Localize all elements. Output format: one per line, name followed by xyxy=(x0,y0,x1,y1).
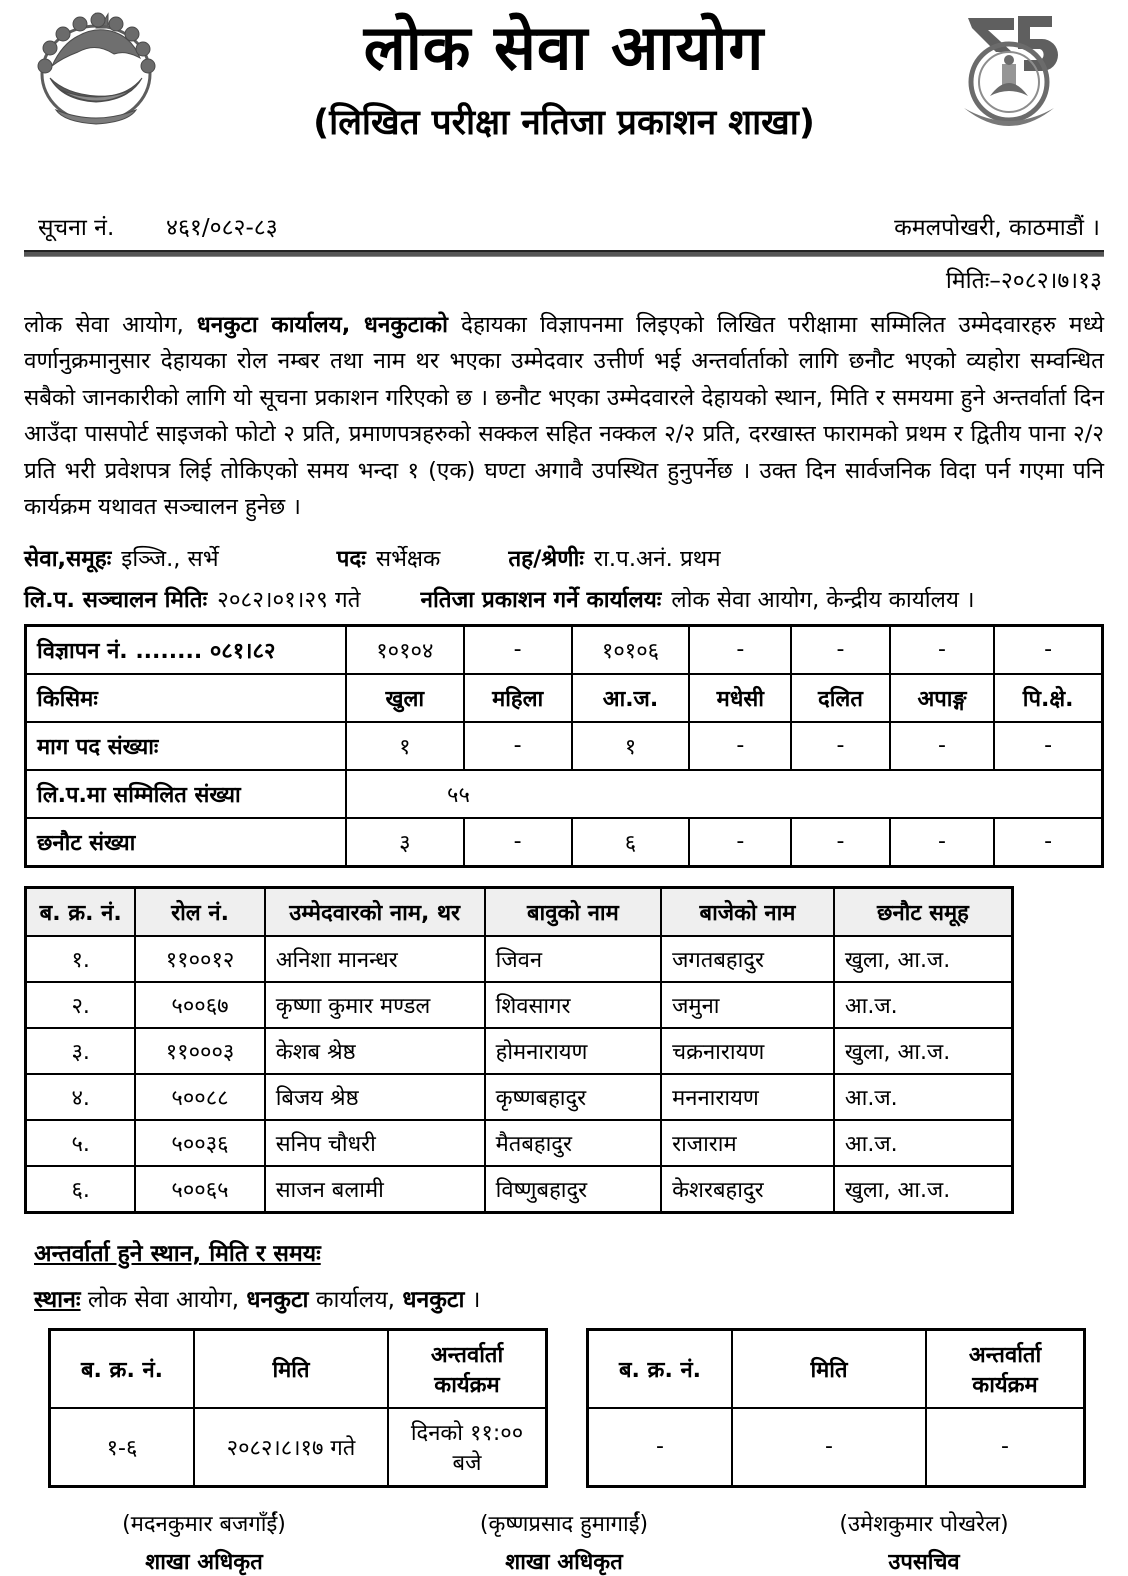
kind-cell: पि.क्षे. xyxy=(994,674,1102,722)
publish-office-label: नतिजा प्रकाशन गर्ने कार्यालयः xyxy=(420,586,662,613)
col-header-grandfather: बाजेको नाम xyxy=(661,887,834,936)
appeared-value: ५५ xyxy=(346,770,1103,818)
cell-date: २०८२।८।१७ गते xyxy=(194,1408,388,1487)
ad-no-label: विज्ञापन नं. ........ ०८१।८२ xyxy=(26,625,347,674)
cell-program: दिनको ११:०० बजे xyxy=(388,1408,547,1487)
cell-grandfather: जगतबहादुर xyxy=(661,936,834,982)
col-header-date: मिति xyxy=(732,1329,926,1408)
cell-program: - xyxy=(926,1408,1085,1487)
col-header-father: बावुको नाम xyxy=(485,887,661,936)
table-row xyxy=(26,936,1013,982)
table-row-demand xyxy=(26,722,1103,770)
notice-date: मितिः–२०८२।७।१३ xyxy=(945,268,1102,294)
kind-cell: दलित xyxy=(791,674,889,722)
col-header-program: अन्तर्वार्ता कार्यक्रम xyxy=(388,1329,547,1408)
cell-group: खुला, आ.ज. xyxy=(834,1166,1013,1213)
signature-block xyxy=(24,1508,1104,1576)
signatory-title: उपसचिव xyxy=(888,1549,960,1575)
kind-cell: महिला xyxy=(464,674,572,722)
kind-cell: आ.ज. xyxy=(572,674,690,722)
cell-name: सनिप चौधरी xyxy=(265,1120,485,1166)
cell-roll: ५००३६ xyxy=(135,1120,264,1166)
interview-schedule-table-right xyxy=(586,1328,1086,1488)
publish-office-value: लोक सेवा आयोग, केन्द्रीय कार्यालय । xyxy=(671,586,975,613)
cell-father: शिवसागर xyxy=(485,982,661,1028)
office-name-bold: धनकुटा कार्यालय, धनकुटाको xyxy=(196,312,448,338)
level-label: तह/श्रेणीः xyxy=(508,545,584,572)
notice-line xyxy=(14,210,1114,242)
cell-sn: ५. xyxy=(26,1120,136,1166)
cell-father: मैतबहादुर xyxy=(485,1120,661,1166)
interview-place-district-bold: धनकुटा xyxy=(402,1286,465,1313)
signature-1 xyxy=(24,1508,384,1576)
demand-cell: - xyxy=(791,722,889,770)
table-row xyxy=(26,1166,1013,1213)
level-value: रा.प.अनं. प्रथम xyxy=(593,545,721,572)
cell-grandfather: राजाराम xyxy=(661,1120,834,1166)
ad-no-cell: - xyxy=(689,625,791,674)
service-label: सेवा,समूहः xyxy=(24,545,112,572)
signatory-name: (कृष्णप्रसाद हुमागाईं) xyxy=(479,1511,649,1537)
interview-place-part-3: । xyxy=(464,1286,481,1313)
document-header xyxy=(14,0,1114,196)
office-location: कमलपोखरी, काठमाडौं । xyxy=(894,215,1100,241)
header-divider xyxy=(24,250,1104,257)
exam-date-value: २०८२।०१।२९ गते xyxy=(217,586,361,613)
signatory-name: (मदनकुमार बजगाँईं) xyxy=(122,1511,286,1537)
cell-sn: - xyxy=(588,1408,733,1487)
table-header-row xyxy=(50,1329,547,1408)
kind-cell: मधेसी xyxy=(689,674,791,722)
cell-sn: ४. xyxy=(26,1074,136,1120)
interview-place-office-bold: धनकुटा xyxy=(246,1286,309,1313)
cell-roll: ५००८८ xyxy=(135,1074,264,1120)
cell-roll: ११००१२ xyxy=(135,936,264,982)
cell-grandfather: केशरबहादुर xyxy=(661,1166,834,1213)
demand-cell: - xyxy=(689,722,791,770)
meta-row-service xyxy=(24,542,1104,573)
cell-roll: ११०००३ xyxy=(135,1028,264,1074)
ad-no-cell: - xyxy=(464,625,572,674)
meta-row-exam-date xyxy=(24,583,1104,614)
cell-group: आ.ज. xyxy=(834,1074,1013,1120)
interview-place-label: स्थानः xyxy=(34,1286,81,1313)
cell-sn: ६. xyxy=(26,1166,136,1213)
selected-cell: ३ xyxy=(346,818,464,867)
cell-grandfather: जमुना xyxy=(661,982,834,1028)
ad-no-cell: १०१०४ xyxy=(346,625,464,674)
col-header-roll: रोल नं. xyxy=(135,887,264,936)
psc-75th-anniversary-logo-icon xyxy=(950,4,1068,132)
col-header-sn: ब. क्र. नं. xyxy=(50,1329,195,1408)
cell-name: साजन बलामी xyxy=(265,1166,485,1213)
cell-name: कृष्णा कुमार मण्डल xyxy=(265,982,485,1028)
table-row xyxy=(50,1408,547,1487)
table-row-selected xyxy=(26,818,1103,867)
cell-father: होमनारायण xyxy=(485,1028,661,1074)
post-label: पदः xyxy=(336,545,366,572)
cell-roll: ५००६७ xyxy=(135,982,264,1028)
cell-date: - xyxy=(732,1408,926,1487)
demand-cell: - xyxy=(890,722,995,770)
interview-schedule-table-left xyxy=(48,1328,548,1488)
interview-section-heading: अन्तर्वार्ता हुने स्थान, मिति र समयः xyxy=(34,1240,321,1267)
col-header-date: मिति xyxy=(194,1329,388,1408)
cell-father: विष्णुबहादुर xyxy=(485,1166,661,1213)
interview-place-line xyxy=(34,1282,1104,1314)
interview-place-part-1: लोक सेवा आयोग, xyxy=(87,1286,247,1313)
selected-candidates-table xyxy=(24,886,1014,1214)
selected-cell: - xyxy=(994,818,1102,867)
demand-label: माग पद संख्याः xyxy=(26,722,347,770)
table-row-kind xyxy=(26,674,1103,722)
cell-father: कृष्णबहादुर xyxy=(485,1074,661,1120)
cell-grandfather: मननारायण xyxy=(661,1074,834,1120)
service-value: इञ्जि., सर्भे xyxy=(121,545,219,572)
signatory-name: (उमेशकुमार पोखरेल) xyxy=(839,1511,1009,1537)
col-header-group: छनौट समूह xyxy=(834,887,1013,936)
cell-group: आ.ज. xyxy=(834,1120,1013,1166)
page-title: लोक सेवा आयोग xyxy=(363,11,765,84)
table-row xyxy=(26,1120,1013,1166)
ad-no-cell: - xyxy=(890,625,995,674)
cell-roll: ५००६५ xyxy=(135,1166,264,1213)
cell-sn: २. xyxy=(26,982,136,1028)
cell-group: आ.ज. xyxy=(834,982,1013,1028)
branch-subtitle: (लिखित परीक्षा नतिजा प्रकाशन शाखा) xyxy=(313,102,815,143)
selected-cell: - xyxy=(689,818,791,867)
cell-grandfather: चक्रनारायण xyxy=(661,1028,834,1074)
table-row xyxy=(26,982,1013,1028)
selected-cell: ६ xyxy=(572,818,690,867)
interview-place-part-2: कार्यालय, xyxy=(308,1286,403,1313)
post-value: सर्भेक्षक xyxy=(375,545,441,572)
kind-cell: खुला xyxy=(346,674,464,722)
demand-cell: - xyxy=(464,722,572,770)
table-header-row xyxy=(26,887,1013,936)
nepal-national-emblem-icon xyxy=(30,4,162,132)
cell-sn: १. xyxy=(26,936,136,982)
selected-cell: - xyxy=(791,818,889,867)
col-header-sn: ब. क्र. नं. xyxy=(588,1329,733,1408)
cell-sn: ३. xyxy=(26,1028,136,1074)
kind-label: किसिमः xyxy=(26,674,347,722)
cell-sn: १-६ xyxy=(50,1408,195,1487)
para-segment-1: लोक सेवा आयोग, xyxy=(24,312,197,338)
para-segment-2: देहायका विज्ञापनमा लिइएको लिखित परीक्षामा सम्मिलित उम्मेदवारहरु मध्ये वर्णानुक्रमानुसार देहायका रोल नम्बर तथा नाम थर भएका उम्मेदवार उत्तीर्ण भई अन्तर्वार्ताको लागि छनौट भएको व्यहोरा सम्वन्धित सबैको जानकारीको लागि यो सूचना प्रकाशन गरिएको छ । छनौट भएका उम्मेदवारले देहायको स्थान, मिति र समयमा हुने अन्तर्वार्ता दिन आउँदा पासपोर्ट साइजको फोटो २ प्रति, प्रमाणपत्रहरुको सक्कल सहित नक्कल २/२ प्रति, दरखास्त फारामको प्रथम र द्वितीय पाना २/२ प्रति भरी प्रवेशपत्र लिई तोकिएको समय भन्दा १ (एक) घण्टा अगावै उपस्थित हुनुपर्नेछ । उक्त दिन सार्वजनिक विदा पर्न गएमा पनि कार्यक्रम यथावत सञ्चालन हुनेछ । xyxy=(24,312,1104,521)
cell-name: बिजय श्रेष्ठ xyxy=(265,1074,485,1120)
table-row-advertisement-no xyxy=(26,625,1103,674)
interview-schedule-tables xyxy=(48,1328,1104,1488)
signature-2 xyxy=(384,1508,744,1576)
appeared-label: लि.प.मा सम्मिलित संख्या xyxy=(26,770,347,818)
cell-name: केशब श्रेष्ठ xyxy=(265,1028,485,1074)
table-row xyxy=(588,1408,1085,1487)
notice-body-paragraph xyxy=(24,307,1104,526)
signatory-title: शाखा अधिकृत xyxy=(145,1549,263,1575)
signatory-title: शाखा अधिकृत xyxy=(505,1549,623,1575)
table-header-row xyxy=(588,1329,1085,1408)
signature-3 xyxy=(744,1508,1104,1576)
cell-group: खुला, आ.ज. xyxy=(834,1028,1013,1074)
exam-meta-block xyxy=(24,542,1104,614)
notice-number-label: सूचना नं. xyxy=(38,215,115,241)
ad-no-cell: - xyxy=(791,625,889,674)
demand-cell: - xyxy=(994,722,1102,770)
ad-no-cell: १०१०६ xyxy=(572,625,690,674)
demand-cell: १ xyxy=(346,722,464,770)
col-header-name: उम्मेदवारको नाम, थर xyxy=(265,887,485,936)
col-header-sn: ब. क्र. नं. xyxy=(26,887,136,936)
table-row xyxy=(26,1074,1013,1120)
exam-date-label: लि.प. सञ्चालन मितिः xyxy=(24,586,208,613)
ad-no-cell: - xyxy=(994,625,1102,674)
advertisement-summary-table xyxy=(24,624,1104,868)
cell-group: खुला, आ.ज. xyxy=(834,936,1013,982)
demand-cell: १ xyxy=(572,722,690,770)
selected-cell: - xyxy=(464,818,572,867)
selected-label: छनौट संख्या xyxy=(26,818,347,867)
cell-father: जिवन xyxy=(485,936,661,982)
notice-number-value: ४६१/०८२-८३ xyxy=(166,215,278,241)
selected-cell: - xyxy=(890,818,995,867)
cell-name: अनिशा मानन्धर xyxy=(265,936,485,982)
col-header-program: अन्तर्वार्ता कार्यक्रम xyxy=(926,1329,1085,1408)
table-row-appeared xyxy=(26,770,1103,818)
table-row xyxy=(26,1028,1013,1074)
kind-cell: अपाङ्ग xyxy=(890,674,995,722)
